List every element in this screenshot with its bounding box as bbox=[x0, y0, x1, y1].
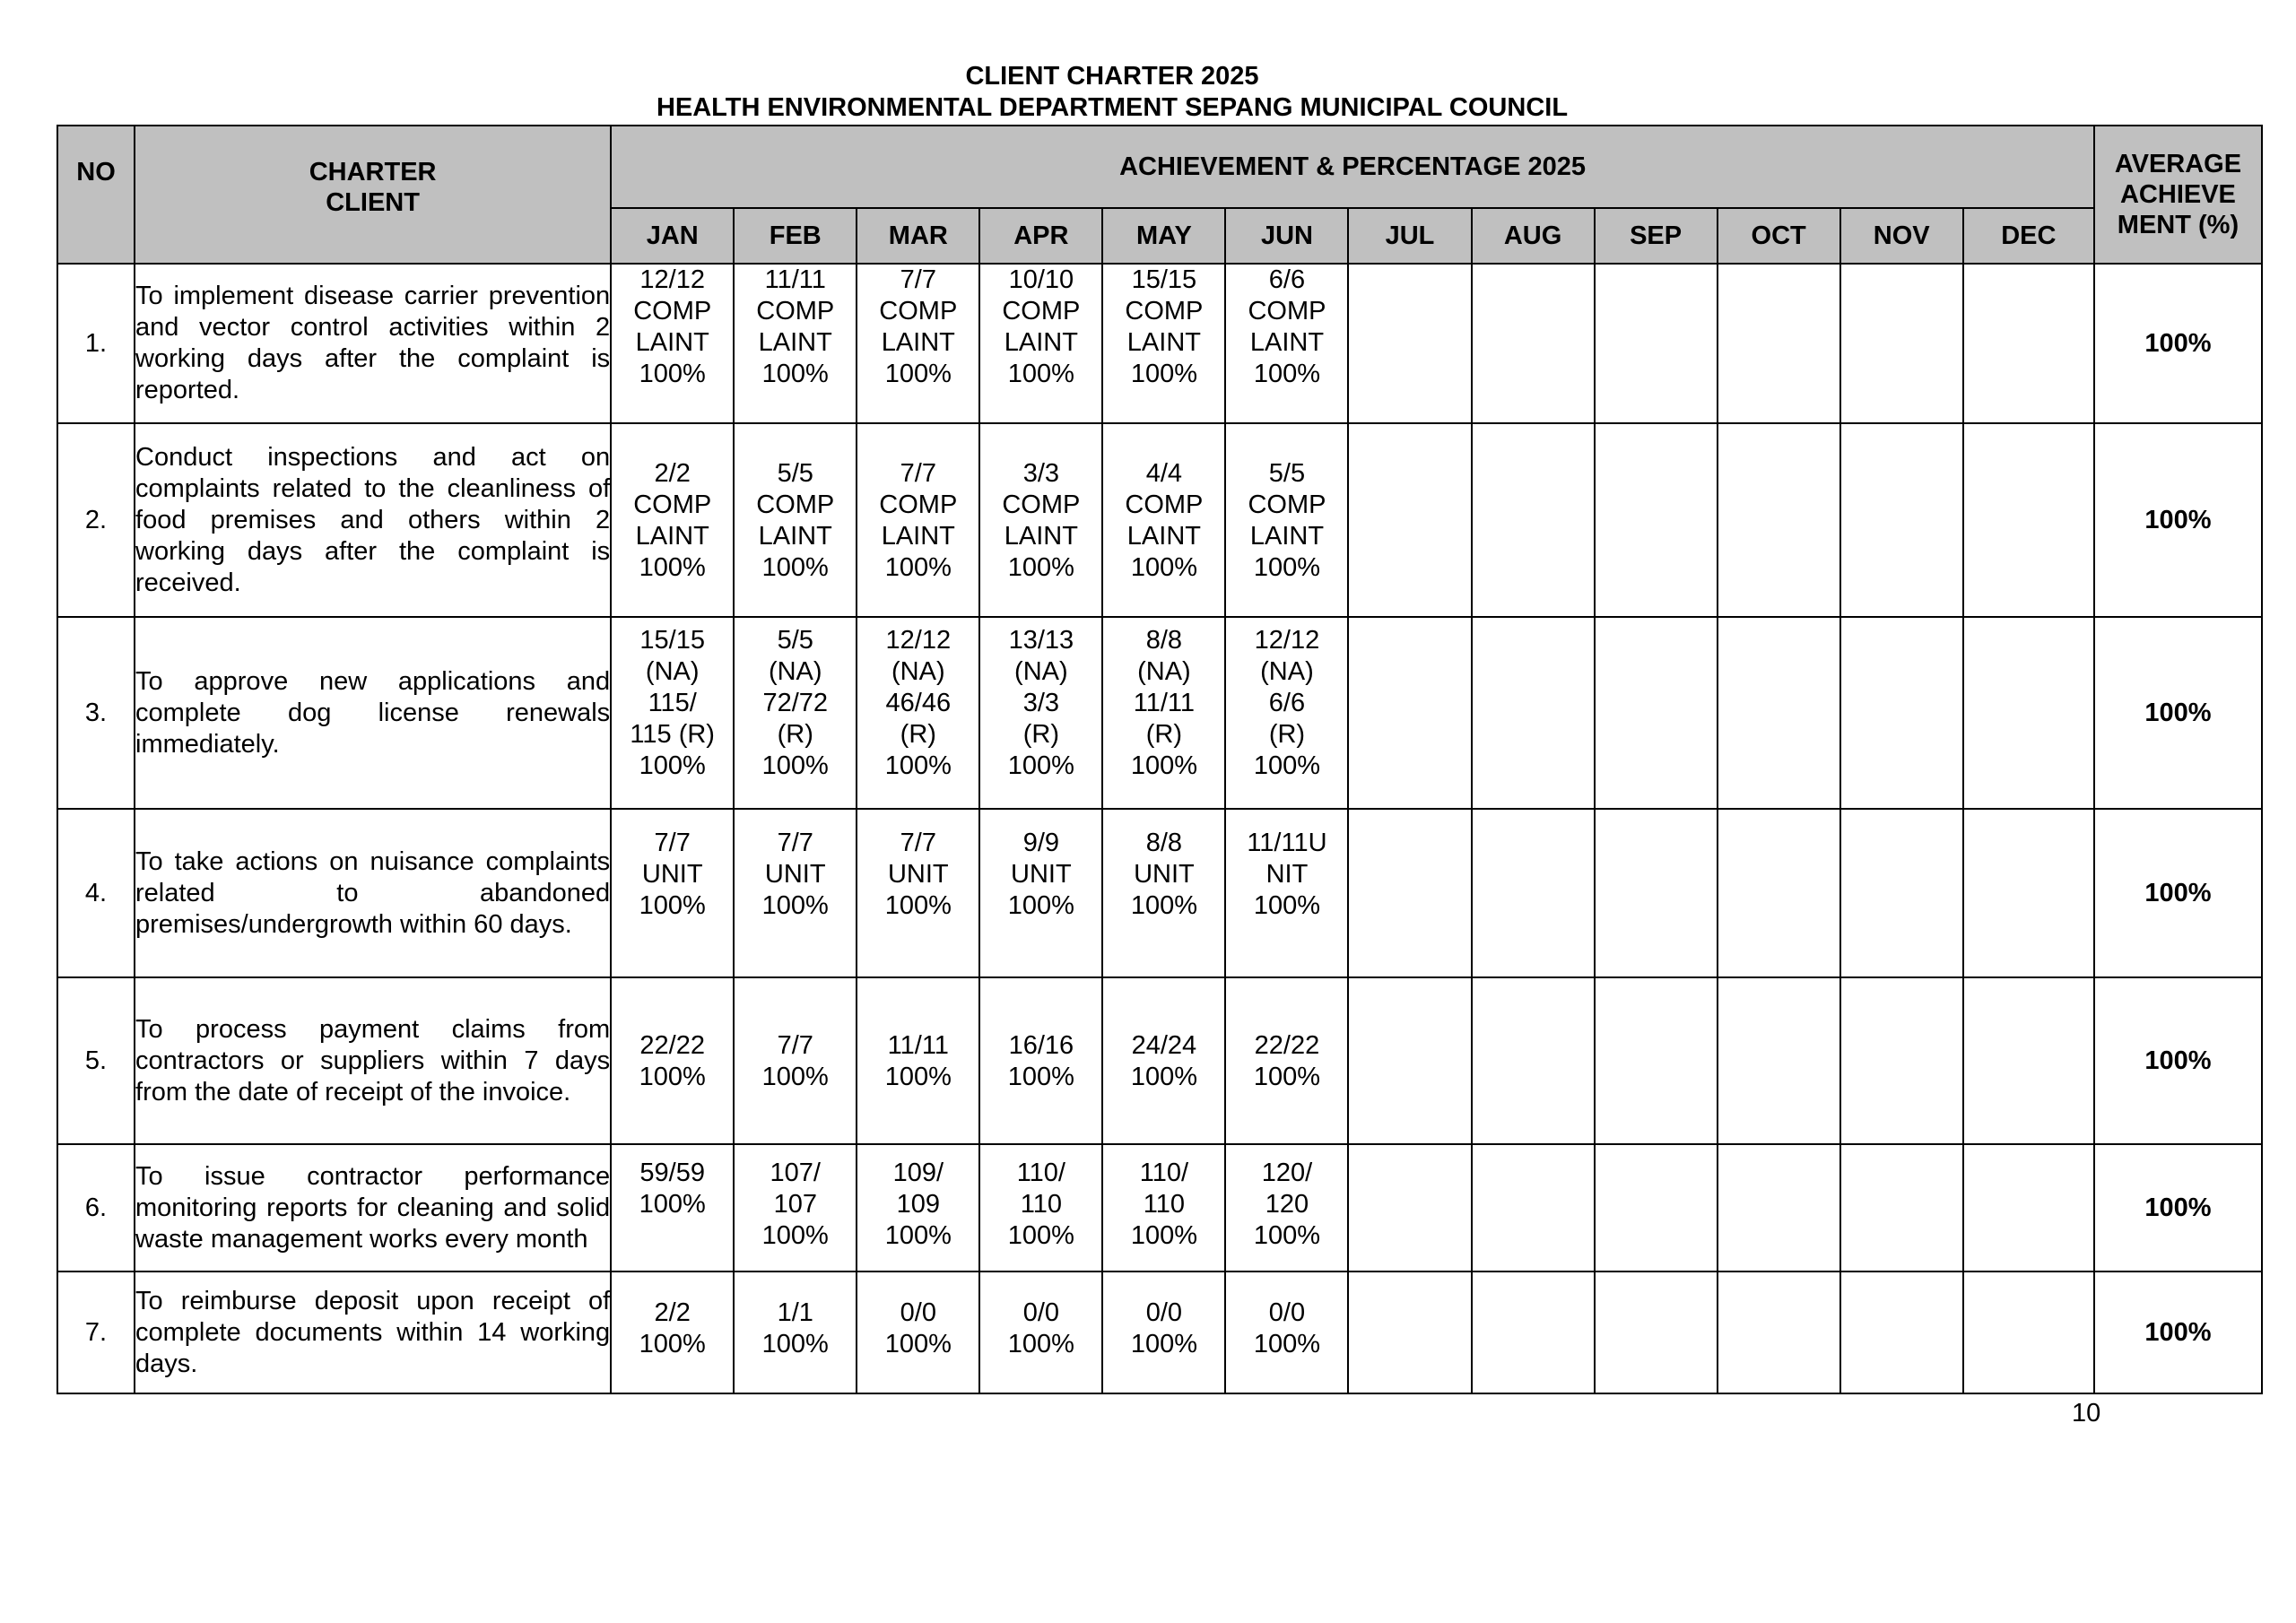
month-value: 107/ 107 100% bbox=[761, 1159, 829, 1250]
row-number: 1. bbox=[57, 264, 135, 423]
header-month-dec: DEC bbox=[1963, 208, 2094, 264]
month-value: 6/6 COMP LAINT 100% bbox=[1248, 265, 1326, 388]
month-cell-feb bbox=[734, 809, 857, 977]
month-cell-jan bbox=[611, 977, 734, 1144]
charter-description: To take actions on nuisance complaints related to abandoned premises/undergrowth within 60 days. bbox=[135, 809, 611, 977]
month-value: 13/13 (NA) 3/3 (R) 100% bbox=[1007, 626, 1074, 780]
month-cell-sep bbox=[1595, 1271, 1718, 1393]
month-value: 0/0 100% bbox=[884, 1298, 952, 1358]
month-cell-jul bbox=[1348, 1144, 1471, 1271]
month-value: 7/7 COMP LAINT 100% bbox=[879, 459, 958, 582]
header-month-mar: MAR bbox=[857, 208, 979, 264]
month-cell-dec bbox=[1963, 617, 2094, 809]
month-value: 8/8 UNIT 100% bbox=[1130, 829, 1197, 920]
month-cell-apr bbox=[979, 617, 1102, 809]
month-value: 11/11U NIT 100% bbox=[1247, 829, 1327, 920]
month-cell-jun bbox=[1225, 1144, 1348, 1271]
row-number: 6. bbox=[57, 1144, 135, 1271]
month-cell-aug bbox=[1472, 809, 1595, 977]
month-cell-apr bbox=[979, 977, 1102, 1144]
month-cell-may bbox=[1102, 617, 1225, 809]
header-month-apr: APR bbox=[979, 208, 1102, 264]
header-month-may: MAY bbox=[1102, 208, 1225, 264]
month-value: 7/7 UNIT 100% bbox=[761, 829, 829, 920]
average-achievement: 100% bbox=[2094, 809, 2262, 977]
month-cell-jun bbox=[1225, 809, 1348, 977]
table-row bbox=[57, 977, 2262, 1144]
month-value: 1/1 100% bbox=[761, 1298, 829, 1358]
month-value: 5/5 (NA) 72/72 (R) 100% bbox=[761, 626, 829, 780]
month-cell-jan bbox=[611, 809, 734, 977]
month-cell-may bbox=[1102, 1144, 1225, 1271]
month-value: 109/ 109 100% bbox=[884, 1159, 952, 1250]
month-cell-jan bbox=[611, 617, 734, 809]
header-month-jan: JAN bbox=[611, 208, 734, 264]
month-value: 0/0 100% bbox=[1253, 1298, 1321, 1358]
page-number: 10 bbox=[2072, 1399, 2101, 1428]
client-charter-table bbox=[57, 125, 2263, 1394]
month-value: 12/12 (NA) 6/6 (R) 100% bbox=[1253, 626, 1321, 780]
month-value: 110/ 110 100% bbox=[1007, 1159, 1074, 1250]
month-cell-sep bbox=[1595, 264, 1718, 423]
month-cell-mar bbox=[857, 264, 979, 423]
month-cell-jul bbox=[1348, 617, 1471, 809]
month-value: 5/5 COMP LAINT 100% bbox=[756, 459, 835, 582]
month-cell-jan bbox=[611, 423, 734, 617]
month-value: 12/12 (NA) 46/46 (R) 100% bbox=[884, 626, 952, 780]
header-month-nov: NOV bbox=[1840, 208, 1963, 264]
month-value: 2/2 COMP LAINT 100% bbox=[633, 459, 712, 582]
month-cell-nov bbox=[1840, 1144, 1963, 1271]
month-cell-may bbox=[1102, 977, 1225, 1144]
month-cell-feb bbox=[734, 977, 857, 1144]
header-achievement: ACHIEVEMENT & PERCENTAGE 2025 bbox=[611, 126, 2094, 208]
average-achievement: 100% bbox=[2094, 423, 2262, 617]
month-cell-apr bbox=[979, 809, 1102, 977]
month-cell-jun bbox=[1225, 977, 1348, 1144]
month-cell-aug bbox=[1472, 977, 1595, 1144]
charter-description: To reimburse deposit upon receipt of complete documents within 14 working days. bbox=[135, 1271, 611, 1393]
table-row bbox=[57, 809, 2262, 977]
month-cell-feb bbox=[734, 617, 857, 809]
month-cell-may bbox=[1102, 264, 1225, 423]
month-cell-aug bbox=[1472, 617, 1595, 809]
month-value: 0/0 100% bbox=[1130, 1298, 1197, 1358]
table-row bbox=[57, 264, 2262, 423]
header-month-oct: OCT bbox=[1718, 208, 1840, 264]
month-value: 7/7 UNIT 100% bbox=[639, 829, 706, 920]
month-cell-sep bbox=[1595, 977, 1718, 1144]
month-cell-apr bbox=[979, 423, 1102, 617]
month-value: 120/ 120 100% bbox=[1253, 1159, 1321, 1250]
month-cell-dec bbox=[1963, 977, 2094, 1144]
month-cell-nov bbox=[1840, 1271, 1963, 1393]
month-cell-feb bbox=[734, 264, 857, 423]
month-cell-oct bbox=[1718, 1271, 1840, 1393]
charter-description: To implement disease carrier prevention and vector control activities within 2 working days after the complaint is reported. bbox=[135, 264, 611, 423]
header-average: AVERAGE ACHIEVE MENT (%) bbox=[2094, 126, 2262, 264]
month-cell-mar bbox=[857, 809, 979, 977]
month-cell-oct bbox=[1718, 264, 1840, 423]
table-row bbox=[57, 617, 2262, 809]
document-title: CLIENT CHARTER 2025 bbox=[965, 62, 1259, 91]
month-value: 24/24 100% bbox=[1130, 1031, 1197, 1091]
month-cell-oct bbox=[1718, 423, 1840, 617]
month-cell-sep bbox=[1595, 809, 1718, 977]
month-cell-nov bbox=[1840, 617, 1963, 809]
header-charter-client: CHARTER CLIENT bbox=[135, 126, 611, 264]
month-cell-dec bbox=[1963, 1271, 2094, 1393]
month-cell-jul bbox=[1348, 423, 1471, 617]
month-value: 5/5 COMP LAINT 100% bbox=[1248, 459, 1326, 582]
month-cell-nov bbox=[1840, 977, 1963, 1144]
month-value: 3/3 COMP LAINT 100% bbox=[1002, 459, 1081, 582]
month-cell-jun bbox=[1225, 1271, 1348, 1393]
month-cell-nov bbox=[1840, 264, 1963, 423]
charter-description: To approve new applications and complete dog license renewals immediately. bbox=[135, 617, 611, 809]
average-achievement: 100% bbox=[2094, 977, 2262, 1144]
month-cell-sep bbox=[1595, 617, 1718, 809]
average-achievement: 100% bbox=[2094, 1271, 2262, 1393]
month-cell-jan bbox=[611, 264, 734, 423]
row-number: 2. bbox=[57, 423, 135, 617]
month-cell-jul bbox=[1348, 264, 1471, 423]
month-cell-feb bbox=[734, 1271, 857, 1393]
month-cell-nov bbox=[1840, 809, 1963, 977]
month-value: 59/59 100% bbox=[639, 1159, 706, 1219]
month-value: 4/4 COMP LAINT 100% bbox=[1125, 459, 1204, 582]
month-cell-may bbox=[1102, 423, 1225, 617]
month-cell-jul bbox=[1348, 1271, 1471, 1393]
month-value: 7/7 UNIT 100% bbox=[884, 829, 952, 920]
header-month-jul: JUL bbox=[1348, 208, 1471, 264]
month-value: 110/ 110 100% bbox=[1130, 1159, 1197, 1250]
month-cell-oct bbox=[1718, 617, 1840, 809]
month-cell-jun bbox=[1225, 264, 1348, 423]
charter-description: To process payment claims from contractors or suppliers within 7 days from the date of receipt of the invoice. bbox=[135, 977, 611, 1144]
month-cell-aug bbox=[1472, 1144, 1595, 1271]
month-cell-oct bbox=[1718, 809, 1840, 977]
month-cell-nov bbox=[1840, 423, 1963, 617]
charter-description: To issue contractor performance monitoring reports for cleaning and solid waste management works every month bbox=[135, 1144, 611, 1271]
row-number: 5. bbox=[57, 977, 135, 1144]
month-cell-aug bbox=[1472, 423, 1595, 617]
month-value: 22/22 100% bbox=[639, 1031, 706, 1091]
month-value: 10/10 COMP LAINT 100% bbox=[1002, 265, 1081, 388]
average-achievement: 100% bbox=[2094, 617, 2262, 809]
charter-description: Conduct inspections and act on complaints related to the cleanliness of food premises and others within 2 working days after the complaint is received. bbox=[135, 423, 611, 617]
month-value: 15/15 (NA) 115/ 115 (R) 100% bbox=[630, 626, 715, 780]
month-cell-dec bbox=[1963, 809, 2094, 977]
month-cell-mar bbox=[857, 1271, 979, 1393]
month-value: 15/15 COMP LAINT 100% bbox=[1125, 265, 1204, 388]
month-cell-jun bbox=[1225, 617, 1348, 809]
month-cell-apr bbox=[979, 1144, 1102, 1271]
month-value: 12/12 COMP LAINT 100% bbox=[633, 265, 712, 388]
month-value: 7/7 100% bbox=[761, 1031, 829, 1091]
month-cell-feb bbox=[734, 1144, 857, 1271]
table-row bbox=[57, 1271, 2262, 1393]
row-number: 4. bbox=[57, 809, 135, 977]
month-cell-apr bbox=[979, 264, 1102, 423]
month-value: 22/22 100% bbox=[1253, 1031, 1321, 1091]
header-month-sep: SEP bbox=[1595, 208, 1718, 264]
header-no: NO bbox=[57, 126, 135, 264]
month-cell-feb bbox=[734, 423, 857, 617]
month-cell-may bbox=[1102, 809, 1225, 977]
month-cell-mar bbox=[857, 423, 979, 617]
month-value: 16/16 100% bbox=[1007, 1031, 1074, 1091]
month-value: 11/11 100% bbox=[884, 1031, 952, 1091]
month-value: 7/7 COMP LAINT 100% bbox=[879, 265, 958, 388]
month-cell-mar bbox=[857, 977, 979, 1144]
month-cell-jan bbox=[611, 1271, 734, 1393]
month-value: 0/0 100% bbox=[1007, 1298, 1074, 1358]
month-cell-jun bbox=[1225, 423, 1348, 617]
month-cell-mar bbox=[857, 617, 979, 809]
header-month-jun: JUN bbox=[1225, 208, 1348, 264]
month-value: 2/2 100% bbox=[639, 1298, 706, 1358]
month-cell-oct bbox=[1718, 1144, 1840, 1271]
department-subtitle: HEALTH ENVIRONMENTAL DEPARTMENT SEPANG MUNICIPAL COUNCIL bbox=[656, 93, 1569, 122]
header-month-feb: FEB bbox=[734, 208, 857, 264]
month-cell-dec bbox=[1963, 423, 2094, 617]
month-cell-may bbox=[1102, 1271, 1225, 1393]
month-cell-dec bbox=[1963, 264, 2094, 423]
month-cell-jan bbox=[611, 1144, 734, 1271]
month-cell-aug bbox=[1472, 1271, 1595, 1393]
month-value: 8/8 (NA) 11/11 (R) 100% bbox=[1130, 626, 1197, 780]
table-row bbox=[57, 423, 2262, 617]
month-cell-oct bbox=[1718, 977, 1840, 1144]
month-cell-sep bbox=[1595, 423, 1718, 617]
average-achievement: 100% bbox=[2094, 264, 2262, 423]
month-value: 9/9 UNIT 100% bbox=[1007, 829, 1074, 920]
average-achievement: 100% bbox=[2094, 1144, 2262, 1271]
row-number: 3. bbox=[57, 617, 135, 809]
month-cell-sep bbox=[1595, 1144, 1718, 1271]
month-cell-apr bbox=[979, 1271, 1102, 1393]
month-cell-dec bbox=[1963, 1144, 2094, 1271]
month-value: 11/11 COMP LAINT 100% bbox=[756, 265, 835, 388]
month-cell-jul bbox=[1348, 977, 1471, 1144]
header-month-aug: AUG bbox=[1472, 208, 1595, 264]
month-cell-aug bbox=[1472, 264, 1595, 423]
month-cell-mar bbox=[857, 1144, 979, 1271]
table-row bbox=[57, 1144, 2262, 1271]
month-cell-jul bbox=[1348, 809, 1471, 977]
row-number: 7. bbox=[57, 1271, 135, 1393]
